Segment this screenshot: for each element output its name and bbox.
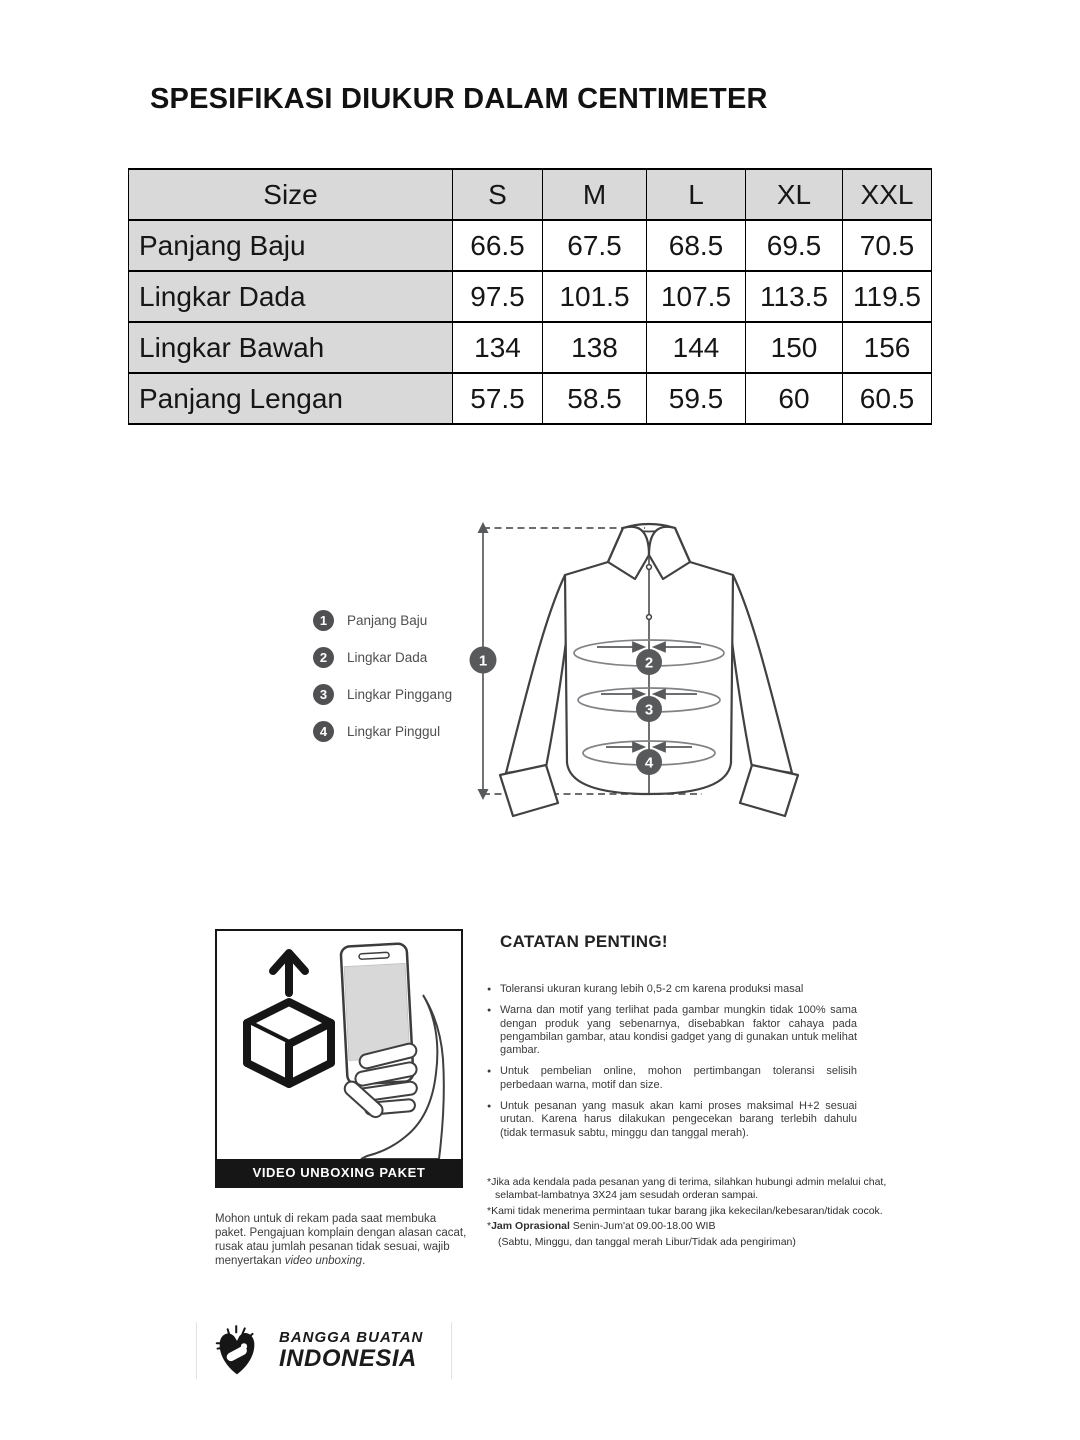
- legend-item: [313, 721, 452, 742]
- table-cell: 59.5: [647, 373, 746, 424]
- legend-label: Lingkar Pinggang: [347, 687, 453, 702]
- marker-4-icon: 4: [313, 721, 334, 742]
- size-table: [128, 168, 932, 425]
- footnote: [487, 1220, 889, 1233]
- note-text: Untuk pembelian online, mohon pertimbangan toleransi selisih perbedaan warna, motif dan size.: [500, 1065, 857, 1091]
- table-cell: 138: [543, 322, 647, 373]
- marker-2-icon: 2: [313, 647, 334, 668]
- note-item: [487, 1100, 857, 1140]
- footnotes: [487, 1176, 889, 1252]
- table-header-row: [129, 169, 932, 220]
- bullet-icon: ●: [487, 1007, 492, 1015]
- note-text: Toleransi ukuran kurang lebih 0,5-2 cm karena produksi masal: [500, 983, 804, 995]
- table-cell: 119.5: [843, 271, 932, 322]
- bangga-buatan-indonesia-logo: [196, 1322, 452, 1379]
- note-item: [487, 1004, 857, 1057]
- table-cell: 68.5: [647, 220, 746, 271]
- bbi-wordmark: [279, 1329, 423, 1373]
- package-box-icon: [247, 953, 331, 1084]
- measurement-legend: [313, 610, 452, 758]
- marker-3-label: 3: [644, 701, 654, 719]
- size-table-container: [128, 168, 932, 425]
- marker-3-icon: 3: [313, 684, 334, 705]
- page-title: SPESIFIKASI DIUKUR DALAM CENTIMETER: [150, 83, 768, 115]
- note-item: [487, 983, 857, 996]
- table-cell: 150: [746, 322, 843, 373]
- legend-item: [313, 684, 452, 705]
- row-label: Lingkar Dada: [129, 271, 453, 322]
- caption-period: .: [362, 1255, 366, 1268]
- table-row: [129, 220, 932, 271]
- table-cell: 57.5: [453, 373, 543, 424]
- note-text: Warna dan motif yang terlihat pada gambar mungkin tidak 100% sama dengan produk yang sebenarnya, disebabkan faktor cahaya pada pengambilan gambar, atau kondisi gadget yang di gunakan untuk melihat gambar.: [500, 1004, 857, 1057]
- bullet-icon: ●: [487, 1103, 492, 1111]
- legend-item: [313, 610, 452, 631]
- unboxing-caption: [215, 1212, 467, 1268]
- button-icon: [647, 615, 652, 620]
- bbi-heart-icon: [205, 1323, 269, 1379]
- important-notes: [487, 932, 857, 1148]
- footnote-bold: Jam Oprasional: [491, 1220, 570, 1233]
- marker-1-icon: 1: [313, 610, 334, 631]
- table-cell: 58.5: [543, 373, 647, 424]
- table-cell: 97.5: [453, 271, 543, 322]
- table-row: [129, 373, 932, 424]
- table-cell: 69.5: [746, 220, 843, 271]
- row-label: Lingkar Bawah: [129, 322, 453, 373]
- legend-item: [313, 647, 452, 668]
- unboxing-card: [215, 929, 463, 1188]
- footnote-asterisk: *: [487, 1220, 492, 1233]
- marker-1-label: 1: [478, 652, 488, 670]
- hand-phone-illustration: [217, 931, 461, 1159]
- row-label: Panjang Baju: [129, 220, 453, 271]
- header-s: S: [453, 169, 543, 220]
- table-cell: 101.5: [543, 271, 647, 322]
- table-cell: 113.5: [746, 271, 843, 322]
- table-row: [129, 322, 932, 373]
- shirt-measurement-diagram: [440, 505, 830, 905]
- table-cell: 107.5: [647, 271, 746, 322]
- header-xl: XL: [746, 169, 843, 220]
- header-size: Size: [129, 169, 453, 220]
- footnote: *Kami tidak menerima permintaan tukar barang jika kekecilan/kebesaran/tidak cocok.: [487, 1204, 883, 1217]
- note-text: Untuk pesanan yang masuk akan kami proses maksimal H+2 sesuai urutan. Karena harus dilakukan pengecekan barang terlebih dahulu (tidak termasuk sabtu, minggu dan tanggal merah).: [500, 1100, 857, 1139]
- table-cell: 66.5: [453, 220, 543, 271]
- table-cell: 144: [647, 322, 746, 373]
- unboxing-banner: VIDEO UNBOXING PAKET: [217, 1159, 461, 1186]
- footnote: (Sabtu, Minggu, dan tanggal merah Libur/Tidak ada pengiriman): [498, 1236, 796, 1249]
- header-m: M: [543, 169, 647, 220]
- bbi-line2: INDONESIA: [279, 1344, 417, 1372]
- bbi-line1: BANGGA BUATAN: [279, 1328, 424, 1346]
- table-cell: 70.5: [843, 220, 932, 271]
- notes-heading: CATATAN PENTING!: [500, 932, 668, 951]
- header-l: L: [647, 169, 746, 220]
- legend-label: Lingkar Pinggul: [347, 724, 441, 739]
- table-cell: 67.5: [543, 220, 647, 271]
- bullet-icon: ●: [487, 1068, 492, 1076]
- legend-label: Lingkar Dada: [347, 650, 428, 665]
- footnote: *Jika ada kendala pada pesanan yang di terima, silahkan hubungi admin melalui chat, selambat-lambatnya 3X24 jam sesudah orderan sampai.: [487, 1176, 887, 1201]
- caption-text: Mohon untuk di rekam pada saat membuka paket. Pengajuan komplain dengan alasan cacat, rusak atau jumlah pesanan tidak sesuai, wajib menyertakan: [215, 1213, 467, 1268]
- legend-label: Panjang Baju: [347, 613, 428, 628]
- note-item: [487, 1065, 857, 1092]
- table-cell: 134: [453, 322, 543, 373]
- footnote-rest: Senin-Jum'at 09.00-18.00 WIB: [569, 1220, 716, 1233]
- table-cell: 60.5: [843, 373, 932, 424]
- header-xxl: XXL: [843, 169, 932, 220]
- caption-italic: video unboxing: [284, 1255, 363, 1268]
- marker-4-label: 4: [644, 754, 654, 772]
- marker-2-label: 2: [644, 654, 654, 672]
- bullet-icon: ●: [487, 986, 492, 993]
- table-cell: 156: [843, 322, 932, 373]
- button-icon: [647, 565, 652, 570]
- notes-bullet-list: [487, 983, 857, 1140]
- table-cell: 60: [746, 373, 843, 424]
- row-label: Panjang Lengan: [129, 373, 453, 424]
- table-row: [129, 271, 932, 322]
